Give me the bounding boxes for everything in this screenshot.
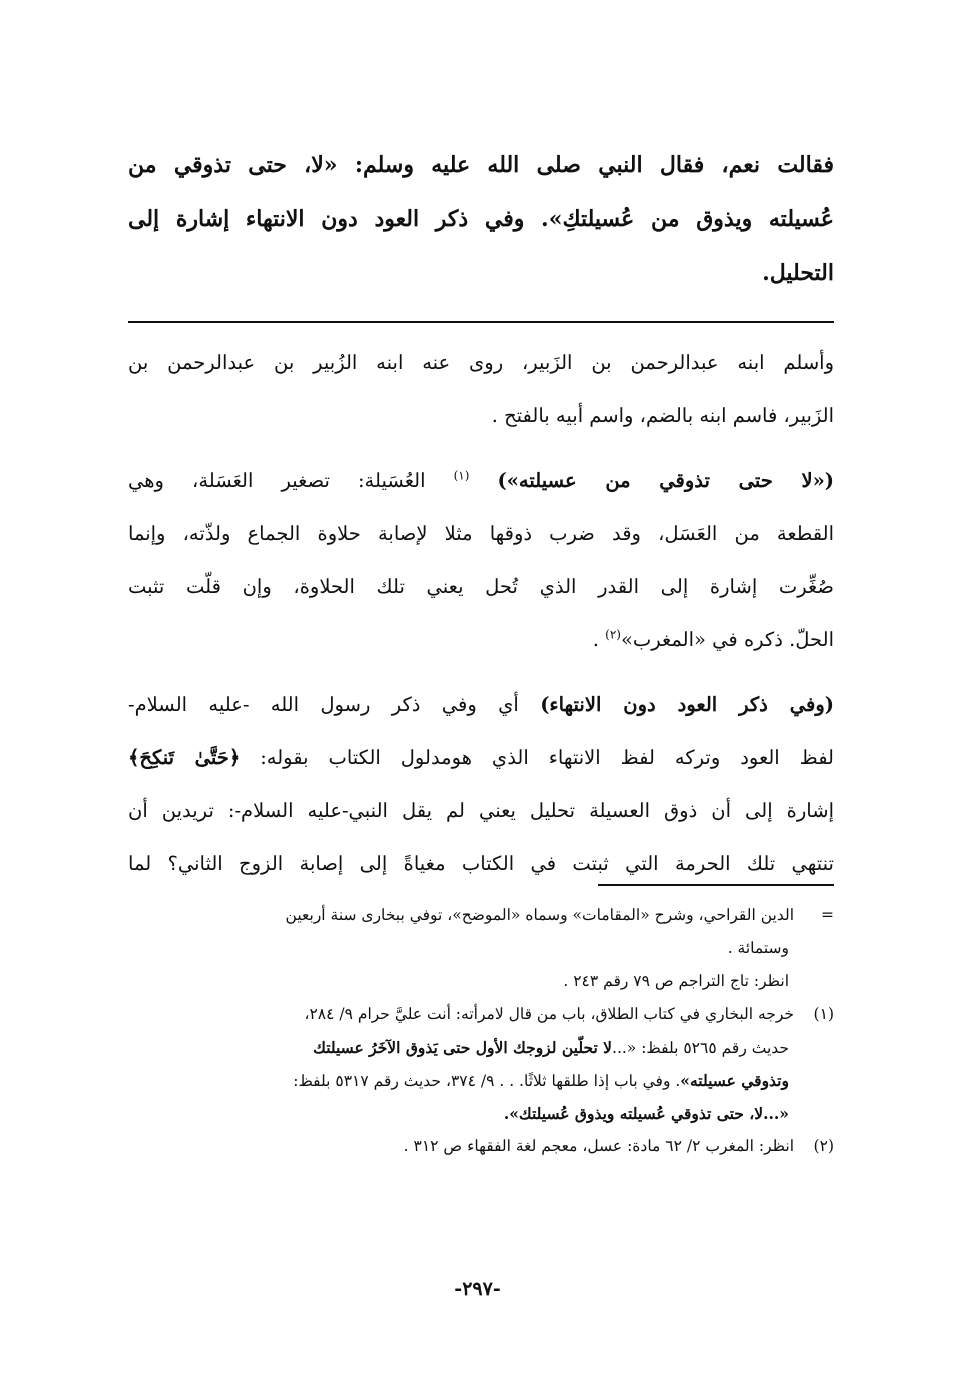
footnote-ref: (١) bbox=[453, 468, 470, 483]
commentary-text: الحلّ. ذكره في «المغرب» bbox=[620, 628, 834, 651]
commentary-line: إشارة إلى أن ذوق العسيلة تحليل يعني لم يقل النبي-عليه السلام-: تريدين أن bbox=[128, 799, 834, 822]
footnote-line: وستمائة . bbox=[727, 939, 789, 957]
main-text bbox=[128, 138, 834, 300]
main-line: فقالت نعم، فقال النبي صلى الله عليه وسلم: «لا، حتى تذوقي من bbox=[128, 152, 834, 178]
commentary bbox=[128, 336, 834, 890]
commentary-line bbox=[128, 613, 834, 666]
footnote-ref: (٢) bbox=[605, 627, 621, 642]
main-line: عُسيلته ويذوق من عُسيلتكِ». وفي ذكر العود دون الانتهاء إشارة إلى bbox=[128, 206, 834, 232]
footnote-number: (٢) bbox=[813, 1137, 834, 1155]
section-divider bbox=[128, 321, 834, 323]
commentary-line bbox=[128, 454, 834, 507]
footnote-text: خرجه البخاري في كتاب الطلاق، باب من قال لامرأته: أنت عليَّ حرام ٩/ ٢٨٤، bbox=[304, 1005, 794, 1023]
footnote-line: انظر: تاج التراجم ص ٧٩ رقم ٢٤٣ . bbox=[563, 972, 789, 990]
commentary-text: أي وفي ذكر رسول الله -عليه السلام- bbox=[128, 693, 519, 716]
commentary-line bbox=[128, 731, 834, 784]
lemma: (وفي ذكر العود دون الانتهاء) bbox=[540, 693, 834, 716]
hadith-text: وتذوقي عسيلته» bbox=[680, 1071, 789, 1090]
footnote-text: الدين القراحي، وشرح «المقامات» وسماه «الموضح»، توفي ببخارى سنة أربعين bbox=[285, 906, 794, 924]
page-number: -٢٩٧- bbox=[454, 1278, 501, 1300]
footnote-text: . وفي باب إذا طلقها ثلاثًا. . . ٩/ ٣٧٤، حديث رقم ٥٣١٧ بلفظ: bbox=[293, 1072, 681, 1090]
hadith-text: لا تحلّين لزوجك الأول حتى يَذوق الآخَرُ عسيلتك bbox=[313, 1038, 613, 1057]
footnote-line bbox=[128, 998, 834, 1031]
footnote-text: انظر: المغرب ٢/ ٦٢ مادة: عسل، معجم لغة الفقهاء ص ٣١٢ . bbox=[403, 1137, 794, 1155]
lemma: («لا حتى تذوقي من عسيلته») bbox=[497, 469, 834, 492]
footnote-divider bbox=[598, 884, 834, 886]
commentary-text: . bbox=[592, 628, 599, 651]
commentary-line: تنتهي تلك الحرمة التي ثبتت في الكتاب مغياةً إلى إصابة الزوج الثاني؟ لما bbox=[128, 852, 834, 875]
footnote-number: (١) bbox=[813, 1005, 834, 1023]
commentary-text: لفظ العود وتركه لفظ الانتهاء الذي هومدلول الكتاب بقوله: bbox=[260, 746, 834, 769]
commentary-line: القطعة من العَسَل، وقد ضرب ذوقها مثلا لإصابة حلاوة الجماع ولذّته، وإنما bbox=[128, 522, 834, 545]
main-line: التحليل. bbox=[762, 260, 834, 286]
commentary-text: العُسَيلة: تصغير العَسَلة، وهي bbox=[128, 469, 426, 492]
footnote-line bbox=[128, 1130, 834, 1163]
commentary-line: وأسلم ابنه عبدالرحمن بن الزَبير، روى عنه ابنه الزُبير بن عبدالرحمن بن bbox=[128, 351, 834, 374]
continuation-mark: = bbox=[821, 906, 834, 924]
footnote-line bbox=[128, 899, 834, 932]
commentary-line: صُغِّرت إشارة إلى القدر الذي تُحل يعني تلك الحلاوة، وإن قلّت تثبت bbox=[128, 575, 834, 598]
commentary-line: الزَبير، فاسم ابنه بالضم، واسم أبيه بالفتح . bbox=[491, 404, 834, 427]
footnote-line bbox=[128, 1097, 834, 1130]
footnote-line bbox=[128, 1064, 834, 1097]
hadith-text: «...لا، حتى تذوقي عُسيلته ويذوق عُسيلتك». bbox=[503, 1104, 789, 1123]
footnote-line bbox=[128, 1031, 834, 1064]
footnotes bbox=[128, 899, 834, 1163]
commentary-line bbox=[128, 678, 834, 731]
footnote-text: حديث رقم ٥٢٦٥ بلفظ: «... bbox=[612, 1039, 789, 1057]
quran-quote: ﴿حَتَّىٰ تَنكِحَ﴾ bbox=[128, 746, 241, 769]
